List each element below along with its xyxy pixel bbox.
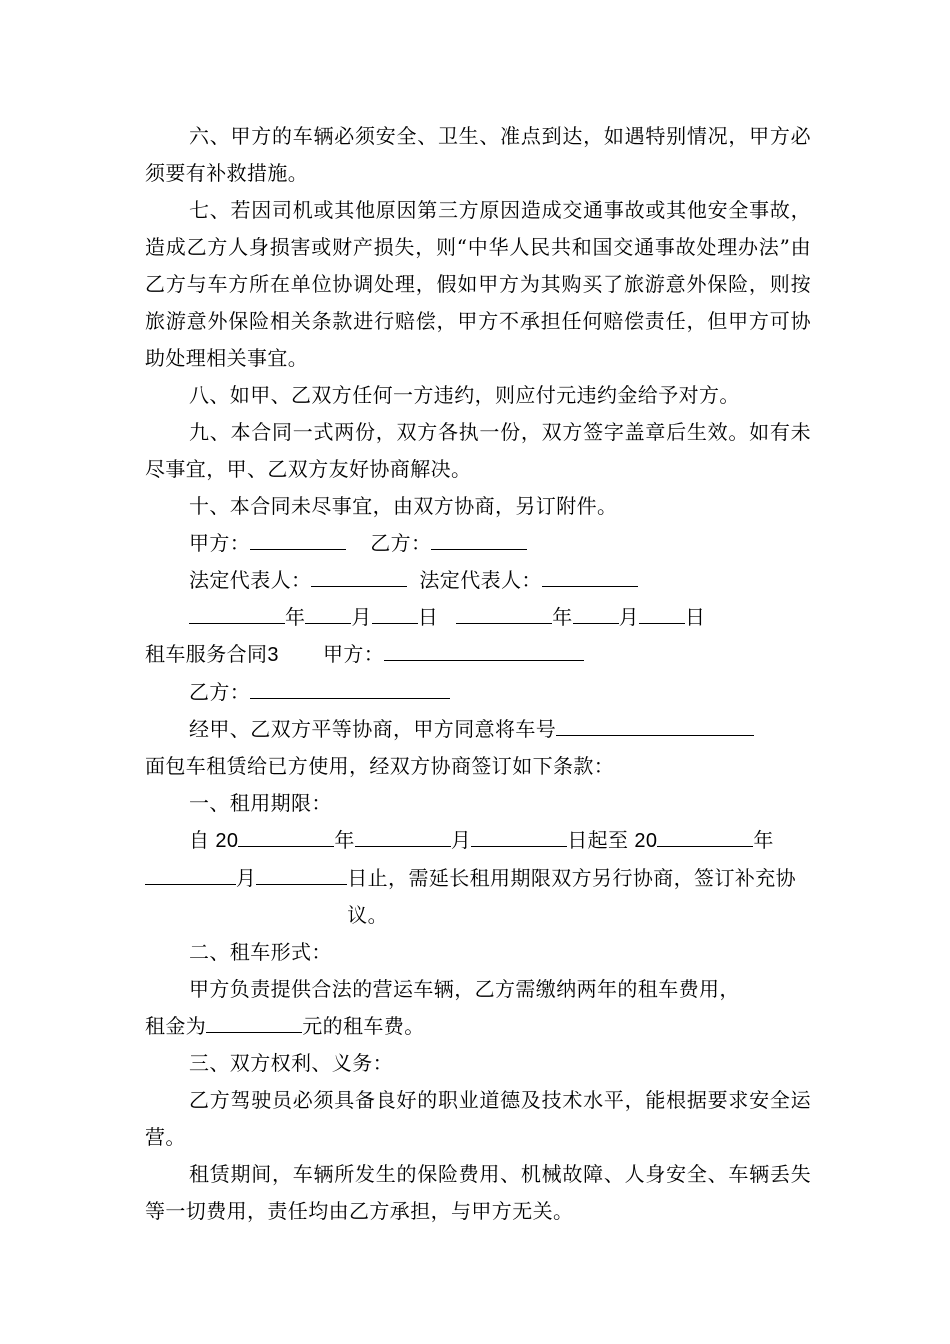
date-a-month-blank (305, 603, 351, 624)
signature-legal-rep-row (145, 562, 811, 599)
term-month2-label: 月 (235, 866, 257, 890)
date-a-year-blank (189, 603, 285, 624)
clause-8: 八、如甲、乙双方任何一方违约，则应付元违约金给予对方。 (189, 383, 740, 407)
date-a-month-label: 月 (351, 605, 372, 629)
rent-amount-blank (206, 1012, 302, 1033)
clause-6: 六、甲方的车辆必须安全、卫生、准点到达，如遇特别情况，甲方必须要有补救措施。 (145, 124, 811, 185)
date-a-year-label: 年 (285, 605, 306, 629)
term-year2-label: 年 (753, 828, 774, 852)
term-from-year-blank (238, 826, 334, 847)
term-to-day-blank (256, 864, 347, 885)
term-from-day-blank (471, 826, 567, 847)
term-month-label: 月 (450, 828, 472, 852)
section-3-para-1: 乙方驾驶员必须具备良好的职业道德及技术水平，能根据要求安全运营。 (145, 1088, 811, 1149)
date-a-day-blank (372, 603, 418, 624)
term-tail: 日止，需延长租用期限双方另行协商，签订补充协议。 (347, 866, 797, 927)
date-b-month-blank (573, 603, 619, 624)
legal-rep-b-label: 法定代表人： (419, 568, 542, 592)
term-line-1 (145, 822, 811, 860)
signature-party-row (145, 525, 811, 562)
date-b-year-label: 年 (552, 605, 573, 629)
section-2-body-2 (145, 1008, 811, 1045)
contract-3-party-b-row (145, 674, 811, 711)
legal-rep-a-label: 法定代表人： (189, 568, 312, 592)
term-year-label: 年 (334, 828, 355, 852)
clause-9: 九、本合同一式两份，双方各执一份，双方签字盖章后生效。如有未尽事宜，甲、乙双方友好协商解决。 (145, 420, 811, 481)
term-to-month-blank (145, 864, 236, 885)
date-b-day-blank (639, 603, 685, 624)
contract-3-heading-row (145, 636, 811, 674)
party-a-label: 甲方： (189, 531, 251, 555)
contract-3-intro-line-2: 面包车租赁给已方使用，经双方协商签订如下条款： (145, 754, 615, 778)
term-from-month-blank (355, 826, 451, 847)
section-3-title: 三、双方权利、义务： (189, 1051, 393, 1075)
legal-rep-a-blank (311, 566, 407, 587)
section-2-body-1: 甲方负责提供合法的营运车辆，乙方需缴纳两年的租车费用， (189, 977, 740, 1001)
term-from-label: 自 20 (189, 830, 239, 852)
term-day-to-label: 日起至 20 (567, 830, 658, 852)
contract-3-party-a-label: 甲方： (322, 642, 385, 666)
term-line-2 (145, 860, 811, 934)
contract-3-party-b-label: 乙方： (189, 680, 251, 704)
party-b-label: 乙方： (370, 531, 432, 555)
party-a-blank (250, 529, 346, 550)
contract-3-title: 租车服务合同3 (145, 644, 279, 666)
contract-3-party-a-blank (384, 640, 584, 661)
plate-number-blank (556, 715, 754, 736)
clause-10: 十、本合同未尽事宜，由双方协商，另订附件。 (189, 494, 618, 518)
date-b-year-blank (456, 603, 552, 624)
clause-7: 七、若因司机或其他原因第三方原因造成交通事故或其他安全事故，造成乙方人身损害或财产损失，则“中华人民共和国交通事故处理办法”由乙方与车方所在单位协调处理，假如甲方为其购买了旅游意外保险，则按旅游意外保险相关条款进行赔偿，甲方不承担任何赔偿责任，但甲方可协助处理相关事宜。 (145, 198, 811, 370)
date-b-day-label: 日 (685, 605, 706, 629)
section-1-title: 一、租用期限： (189, 791, 332, 815)
term-to-year-blank (657, 826, 753, 847)
legal-rep-b-blank (542, 566, 638, 587)
term-tail-text (347, 860, 811, 934)
contract-3-intro-line-1 (145, 711, 811, 748)
intro-text-1: 经甲、乙双方平等协商，甲方同意将车号 (189, 717, 557, 741)
section-2-title: 二、租车形式： (189, 940, 332, 964)
document-page (145, 118, 811, 1230)
contract-3-party-b-blank (250, 678, 450, 699)
rent-tail: 元的租车费。 (302, 1014, 425, 1038)
signature-date-row (145, 599, 811, 636)
date-b-month-label: 月 (618, 605, 640, 629)
section-3-para-2: 租赁期间，车辆所发生的保险费用、机械故障、人身安全、车辆丢失等一切费用，责任均由乙方承担，与甲方无关。 (145, 1162, 811, 1223)
party-b-blank (431, 529, 527, 550)
date-a-day-label: 日 (417, 605, 439, 629)
rent-label: 租金为 (145, 1014, 207, 1038)
